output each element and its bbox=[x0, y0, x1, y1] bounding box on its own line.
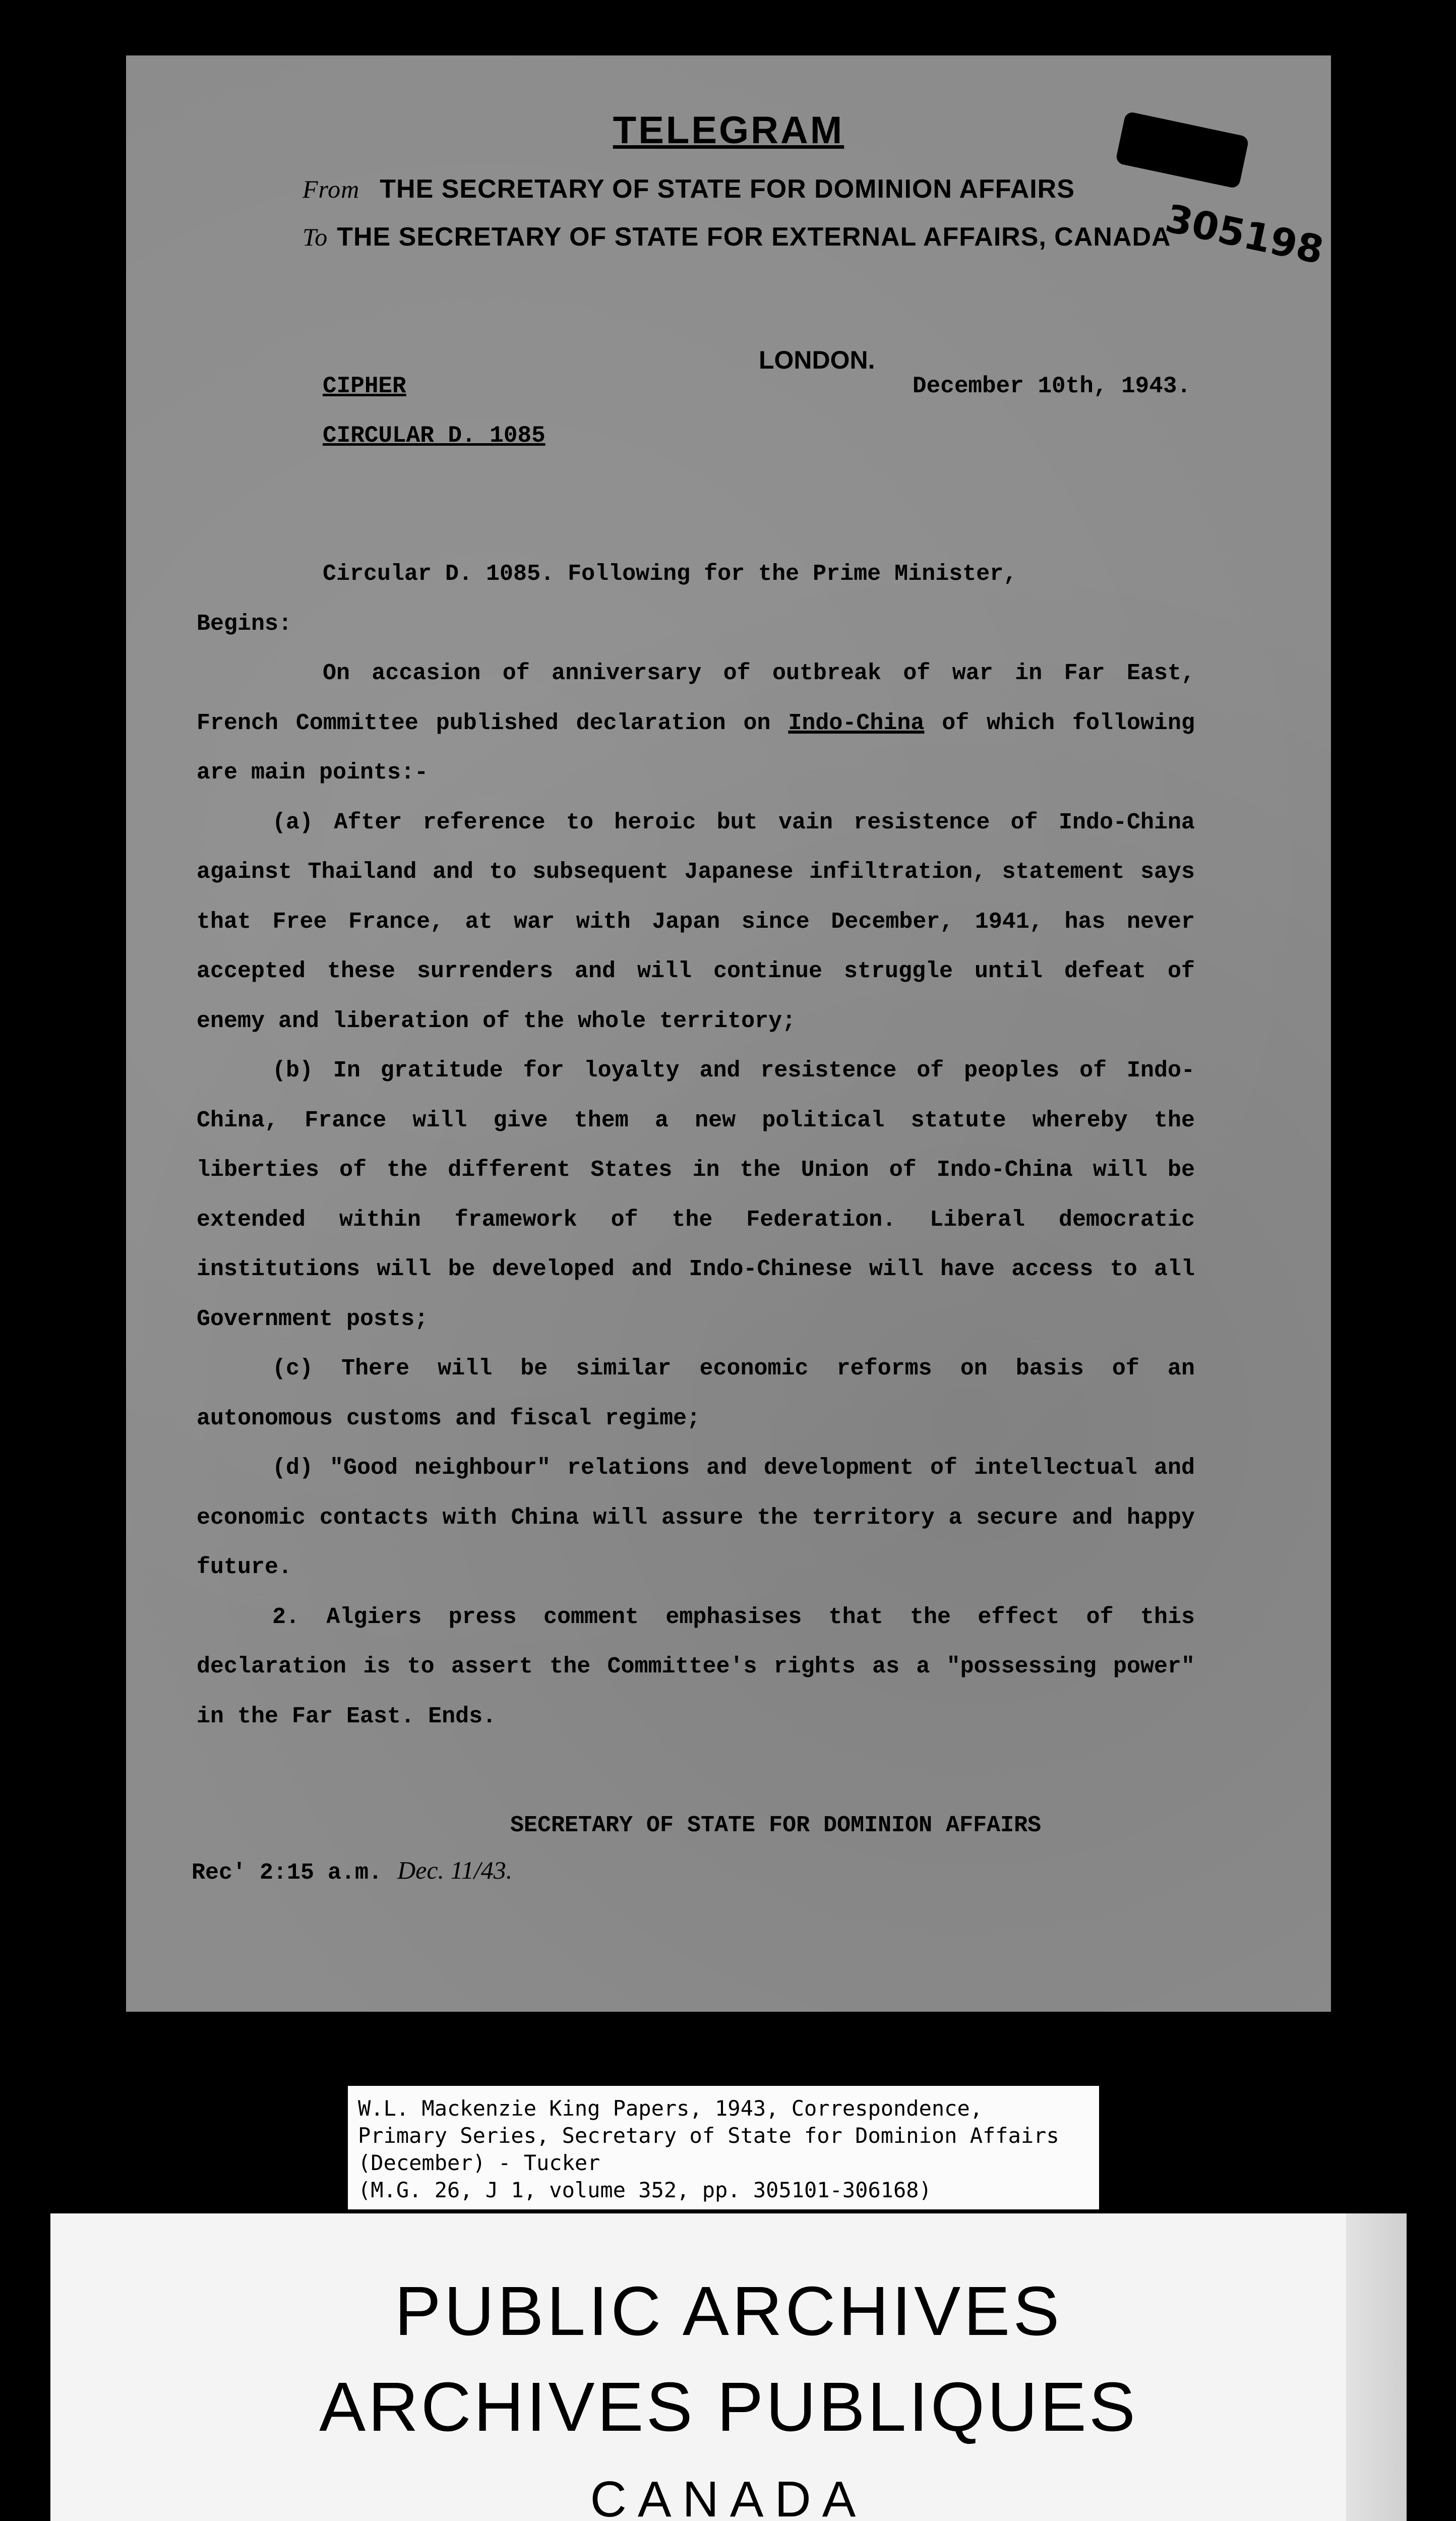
indo-china-underlined: Indo-China bbox=[788, 710, 925, 736]
received-time: Rec' 2:15 a.m. bbox=[192, 1860, 383, 1886]
to-value: THE SECRETARY OF STATE FOR EXTERNAL AFFAIRS, CANADA bbox=[337, 222, 1171, 252]
circular-reference: CIRCULAR D. 1085 bbox=[323, 423, 545, 449]
point-c: (c) There will be similar economic reforms on basis of an autonomous customs and fiscal regime; bbox=[197, 1356, 1195, 1431]
archives-banner bbox=[50, 2213, 1407, 2521]
from-label: From bbox=[302, 175, 360, 203]
origin-city: LONDON. bbox=[759, 346, 875, 374]
archives-line-3: CANADA bbox=[590, 2471, 867, 2521]
point-2: 2. Algiers press comment emphasises that the effect of this declaration is to assert the Committee's rights as a "possessing power" in the Far East. Ends. bbox=[197, 1604, 1195, 1729]
stamp-number: 305198 bbox=[1162, 195, 1328, 273]
archives-line-1: PUBLIC ARCHIVES bbox=[394, 2272, 1063, 2350]
from-line bbox=[302, 174, 1075, 204]
citation-line: W.L. Mackenzie King Papers, 1943, Correspondence, bbox=[358, 2096, 983, 2121]
received-date-handwritten: Dec. 11/43. bbox=[397, 1856, 513, 1884]
received-line bbox=[192, 1855, 512, 1886]
to-label: To bbox=[302, 223, 328, 251]
telegram-body bbox=[197, 550, 1195, 1742]
telegram-date: December 10th, 1943. bbox=[913, 373, 1191, 399]
cipher-label: CIPHER bbox=[323, 373, 406, 399]
to-line bbox=[302, 222, 1171, 252]
point-a: (a) After reference to heroic but vain resistence of Indo-China against Thailand and to subsequent Japanese infiltration, statement says that Free France, at war with Japan since December, 1941, has never accepted these surrenders and will continue struggle until defeat of enemy and liberation of the whole territory; bbox=[197, 809, 1195, 1034]
citation-line: Primary Series, Secretary of State for Dominion Affairs bbox=[358, 2123, 1059, 2148]
begins-line: Begins: bbox=[197, 611, 292, 637]
paragraph-intro bbox=[197, 649, 1195, 798]
archives-line-2: ARCHIVES PUBLIQUES bbox=[319, 2368, 1138, 2446]
from-value: THE SECRETARY OF STATE FOR DOMINION AFFAIRS bbox=[380, 174, 1075, 204]
paragraph-intro-text-end: of which following are main points:- bbox=[197, 710, 1195, 786]
ink-dot bbox=[1344, 721, 1359, 731]
point-b: (b) In gratitude for loyalty and resistence of peoples of Indo-China, France will give them a new political statute whereby the liberties of the different States in the Union of Indo-China will be extended within framework of the Federation. Liberal democratic institutions will be developed and Indo-Chinese will have access to all Government posts; bbox=[197, 1058, 1195, 1332]
citation-line: (December) - Tucker bbox=[358, 2150, 600, 2175]
intro-line: Circular D. 1085. Following for the Prime Minister, bbox=[323, 561, 1017, 587]
telegram-heading: TELEGRAM bbox=[613, 109, 844, 152]
citation-line: (M.G. 26, J 1, volume 352, pp. 305101-306168) bbox=[358, 2178, 932, 2202]
point-d: (d) "Good neighbour" relations and development of intellectual and economic contacts with China will assure the territory a secure and happy future. bbox=[197, 1455, 1195, 1580]
paragraph-intro-text: On accasion of anniversary of outbreak of war in Far East, French Committee published declaration on bbox=[197, 661, 1195, 736]
signoff: SECRETARY OF STATE FOR DOMINION AFFAIRS bbox=[510, 1813, 1042, 1838]
citation-label bbox=[348, 2086, 1099, 2209]
